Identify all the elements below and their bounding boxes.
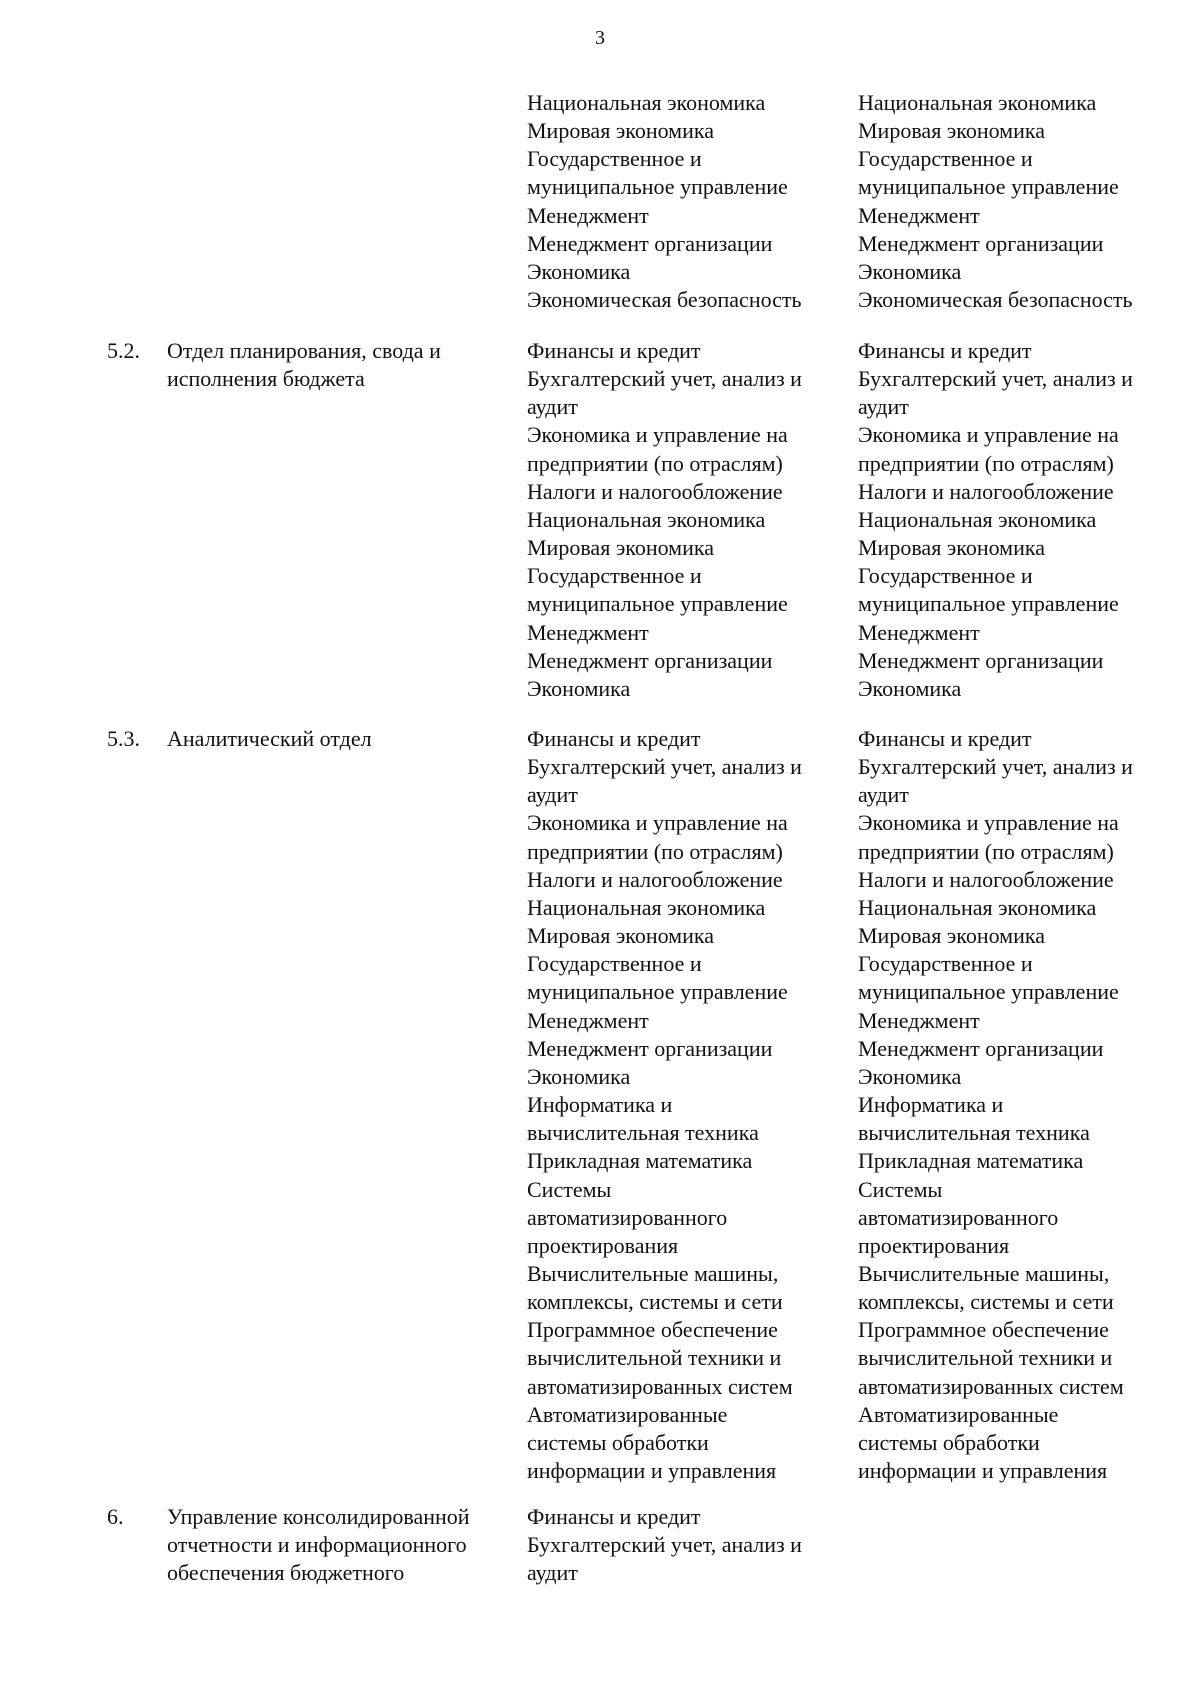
text-line: комплексы, системы и сети: [527, 1289, 783, 1315]
text-line: вычислительная техника: [527, 1120, 759, 1146]
text-line: муниципальное управление: [527, 979, 788, 1005]
text-line: Менеджмент организации: [858, 230, 1104, 256]
text-line: Экономика: [858, 258, 962, 284]
text-line: Менеджмент: [527, 1007, 649, 1033]
text-line: Программное обеспечение: [858, 1317, 1109, 1343]
text-line: Менеджмент организации: [527, 1035, 773, 1061]
text-line: информации и управления: [858, 1458, 1108, 1484]
text-line: аудит: [527, 782, 578, 808]
specialties-column-2: [858, 725, 1178, 1485]
department-name: [167, 337, 519, 393]
text-line: предприятии (по отраслям): [527, 838, 783, 864]
text-line: автоматизированных систем: [527, 1373, 793, 1399]
text-line: отчетности и информационного: [167, 1532, 467, 1558]
text-line: Мировая экономика: [858, 535, 1045, 561]
text-line: Экономическая безопасность: [527, 287, 802, 313]
text-line: Менеджмент: [527, 619, 649, 645]
text-line: Вычислительные машины,: [527, 1260, 779, 1286]
text-line: Мировая экономика: [527, 923, 714, 949]
text-line: Менеджмент организации: [858, 647, 1104, 673]
text-line: Финансы и кредит: [527, 338, 701, 363]
text-line: Налоги и налогообложение: [858, 478, 1114, 504]
text-line: вычислительная техника: [858, 1120, 1090, 1146]
text-line: Автоматизированные: [858, 1401, 1059, 1427]
text-line: Финансы и кредит: [527, 1504, 701, 1529]
text-line: Финансы и кредит: [527, 726, 701, 751]
text-line: Экономика: [858, 1063, 962, 1089]
text-line: аудит: [527, 1560, 578, 1586]
text-line: Системы: [858, 1176, 943, 1202]
text-line: обеспечения бюджетного: [167, 1560, 405, 1586]
text-line: Национальная экономика: [527, 894, 766, 920]
text-line: автоматизированных систем: [858, 1373, 1124, 1399]
text-line: Отдел планирования, свода и: [167, 338, 441, 363]
text-line: Бухгалтерский учет, анализ и: [527, 366, 802, 392]
text-line: Мировая экономика: [858, 923, 1045, 949]
text-line: комплексы, системы и сети: [858, 1289, 1114, 1315]
text-line: муниципальное управление: [858, 174, 1119, 200]
text-line: Бухгалтерский учет, анализ и: [858, 754, 1133, 780]
text-line: проектирования: [858, 1232, 1010, 1258]
department-name: [167, 725, 519, 753]
text-line: предприятии (по отраслям): [527, 450, 783, 476]
text-line: Финансы и кредит: [858, 726, 1032, 751]
text-line: Информатика и: [527, 1092, 673, 1118]
text-line: Прикладная математика: [527, 1148, 753, 1174]
text-line: Вычислительные машины,: [858, 1260, 1110, 1286]
text-line: Аналитический отдел: [167, 726, 372, 751]
text-line: Экономика и управление на: [858, 810, 1119, 836]
text-line: Управление консолидированной: [167, 1504, 470, 1529]
text-line: Национальная экономика: [527, 90, 766, 115]
text-line: автоматизированного: [858, 1204, 1059, 1230]
text-line: Менеджмент организации: [858, 1035, 1104, 1061]
text-line: Финансы и кредит: [858, 338, 1032, 363]
specialties-column-1: [527, 1503, 847, 1587]
text-line: аудит: [527, 394, 578, 420]
text-line: аудит: [858, 782, 909, 808]
text-line: Налоги и налогообложение: [527, 866, 783, 892]
text-line: предприятии (по отраслям): [858, 838, 1114, 864]
text-line: Национальная экономика: [858, 894, 1097, 920]
text-line: Менеджмент: [527, 202, 649, 228]
text-line: Экономика: [527, 1063, 631, 1089]
text-line: Бухгалтерский учет, анализ и: [527, 1532, 802, 1558]
text-line: Экономика: [858, 675, 962, 701]
text-line: Национальная экономика: [858, 506, 1097, 532]
text-line: Менеджмент: [858, 1007, 980, 1033]
row-number: 5.3.: [107, 726, 140, 751]
text-line: вычислительной техники и: [527, 1345, 782, 1371]
department-name: [167, 1503, 519, 1587]
specialties-column-2: [858, 337, 1178, 703]
text-line: Мировая экономика: [527, 118, 714, 144]
text-line: Экономика и управление на: [858, 422, 1119, 448]
text-line: Государственное и: [527, 563, 702, 589]
text-line: Автоматизированные: [527, 1401, 728, 1427]
text-line: муниципальное управление: [527, 591, 788, 617]
text-line: Экономика и управление на: [527, 810, 788, 836]
specialties-column-1: [527, 725, 847, 1485]
text-line: Менеджмент: [858, 202, 980, 228]
specialties-column-1: [527, 89, 847, 314]
text-line: предприятии (по отраслям): [858, 450, 1114, 476]
text-line: аудит: [858, 394, 909, 420]
text-line: Государственное и: [858, 951, 1033, 977]
text-line: Национальная экономика: [858, 90, 1097, 115]
text-line: Государственное и: [527, 146, 702, 172]
text-line: Мировая экономика: [858, 118, 1045, 144]
text-line: Прикладная математика: [858, 1148, 1084, 1174]
page-number: 3: [595, 27, 605, 49]
text-line: Государственное и: [858, 563, 1033, 589]
text-line: Менеджмент организации: [527, 230, 773, 256]
text-line: системы обработки: [527, 1429, 709, 1455]
text-line: Программное обеспечение: [527, 1317, 778, 1343]
text-line: Экономическая безопасность: [858, 287, 1133, 313]
text-line: информации и управления: [527, 1458, 777, 1484]
text-line: Информатика и: [858, 1092, 1004, 1118]
text-line: Экономика: [527, 258, 631, 284]
text-line: исполнения бюджета: [167, 366, 365, 392]
text-line: вычислительной техники и: [858, 1345, 1113, 1371]
text-line: Менеджмент организации: [527, 647, 773, 673]
specialties-column-1: [527, 337, 847, 703]
text-line: Бухгалтерский учет, анализ и: [527, 754, 802, 780]
specialties-column-2: [858, 89, 1178, 314]
row-number: 6.: [107, 1504, 124, 1529]
text-line: Государственное и: [527, 951, 702, 977]
text-line: Государственное и: [858, 146, 1033, 172]
text-line: Экономика: [527, 675, 631, 701]
text-line: Налоги и налогообложение: [527, 478, 783, 504]
text-line: Национальная экономика: [527, 506, 766, 532]
text-line: Менеджмент: [858, 619, 980, 645]
text-line: Налоги и налогообложение: [858, 866, 1114, 892]
text-line: автоматизированного: [527, 1204, 728, 1230]
text-line: муниципальное управление: [527, 174, 788, 200]
text-line: Мировая экономика: [527, 535, 714, 561]
text-line: Экономика и управление на: [527, 422, 788, 448]
row-number: 5.2.: [107, 338, 140, 363]
text-line: Бухгалтерский учет, анализ и: [858, 366, 1133, 392]
text-line: муниципальное управление: [858, 591, 1119, 617]
text-line: системы обработки: [858, 1429, 1040, 1455]
text-line: проектирования: [527, 1232, 679, 1258]
text-line: Системы: [527, 1176, 612, 1202]
text-line: муниципальное управление: [858, 979, 1119, 1005]
